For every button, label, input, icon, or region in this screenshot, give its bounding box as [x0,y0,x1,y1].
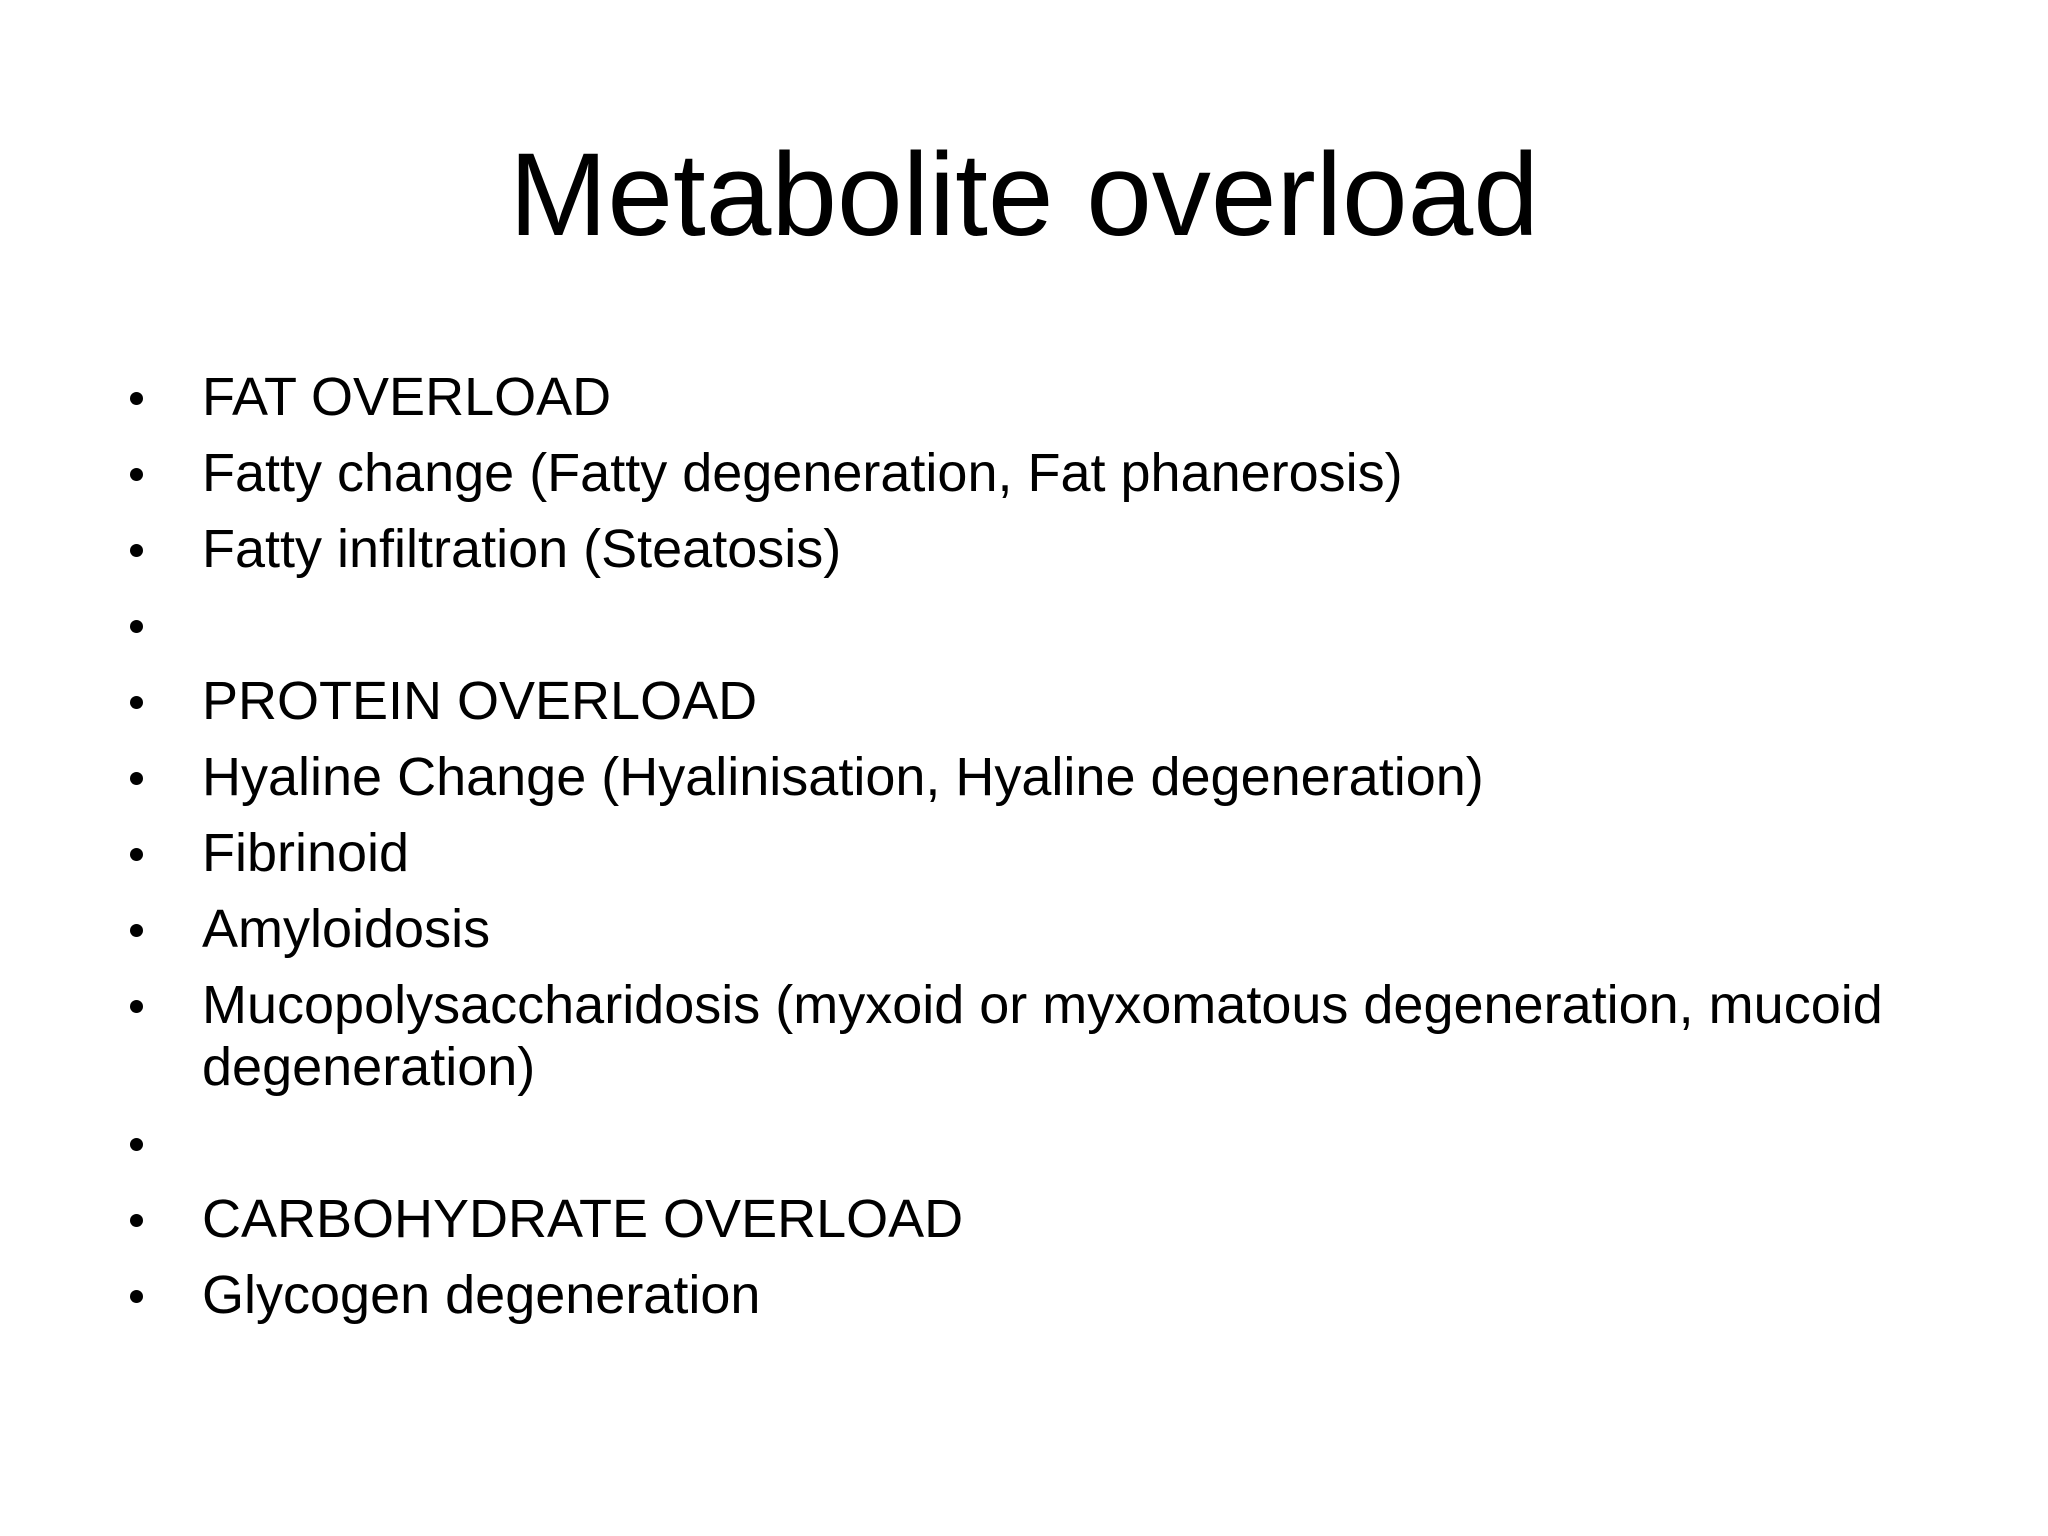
bullet-icon [130,468,143,481]
bullet-text: CARBOHYDRATE OVERLOAD [202,1189,964,1249]
bullet-item-carbohydrate-overload [110,1188,1950,1250]
bullet-text: Mucopolysaccharidosis (myxoid or myxomatous degeneration, mucoid degeneration) [202,975,1883,1097]
bullet-icon [130,544,143,557]
bullet-item-empty-2 [110,1112,1950,1174]
bullet-text: Amyloidosis [202,899,491,959]
bullet-item-fatty-infiltration [110,518,1950,580]
bullet-item-glycogen-degeneration [110,1264,1950,1326]
bullet-item-fat-overload [110,366,1950,428]
bullet-icon [130,772,143,785]
bullet-text: Hyaline Change (Hyalinisation, Hyaline degeneration) [202,747,1484,807]
bullet-text: PROTEIN OVERLOAD [202,671,758,731]
bullet-icon [130,1138,143,1151]
bullet-item-protein-overload [110,670,1950,732]
bullet-text: FAT OVERLOAD [202,367,612,427]
bullet-icon [130,1214,143,1227]
bullet-icon [130,696,143,709]
bullet-icon [130,1290,143,1303]
bullet-list [110,366,1950,1340]
bullet-text: Fatty infiltration (Steatosis) [202,519,842,579]
bullet-item-fibrinoid [110,822,1950,884]
bullet-icon [130,392,143,405]
bullet-item-empty-1 [110,594,1950,656]
bullet-item-amyloidosis [110,898,1950,960]
bullet-text: Fibrinoid [202,823,410,883]
bullet-icon [130,620,143,633]
bullet-text: Fatty change (Fatty degeneration, Fat phanerosis) [202,443,1403,503]
bullet-icon [130,1000,143,1013]
slide-title: Metabolite overload [509,129,1539,261]
bullet-text: Glycogen degeneration [202,1265,761,1325]
bullet-item-hyaline-change [110,746,1950,808]
bullet-item-fatty-change [110,442,1950,504]
bullet-icon [130,924,143,937]
bullet-item-mucopolysaccharidosis [110,974,1950,1098]
bullet-icon [130,848,143,861]
